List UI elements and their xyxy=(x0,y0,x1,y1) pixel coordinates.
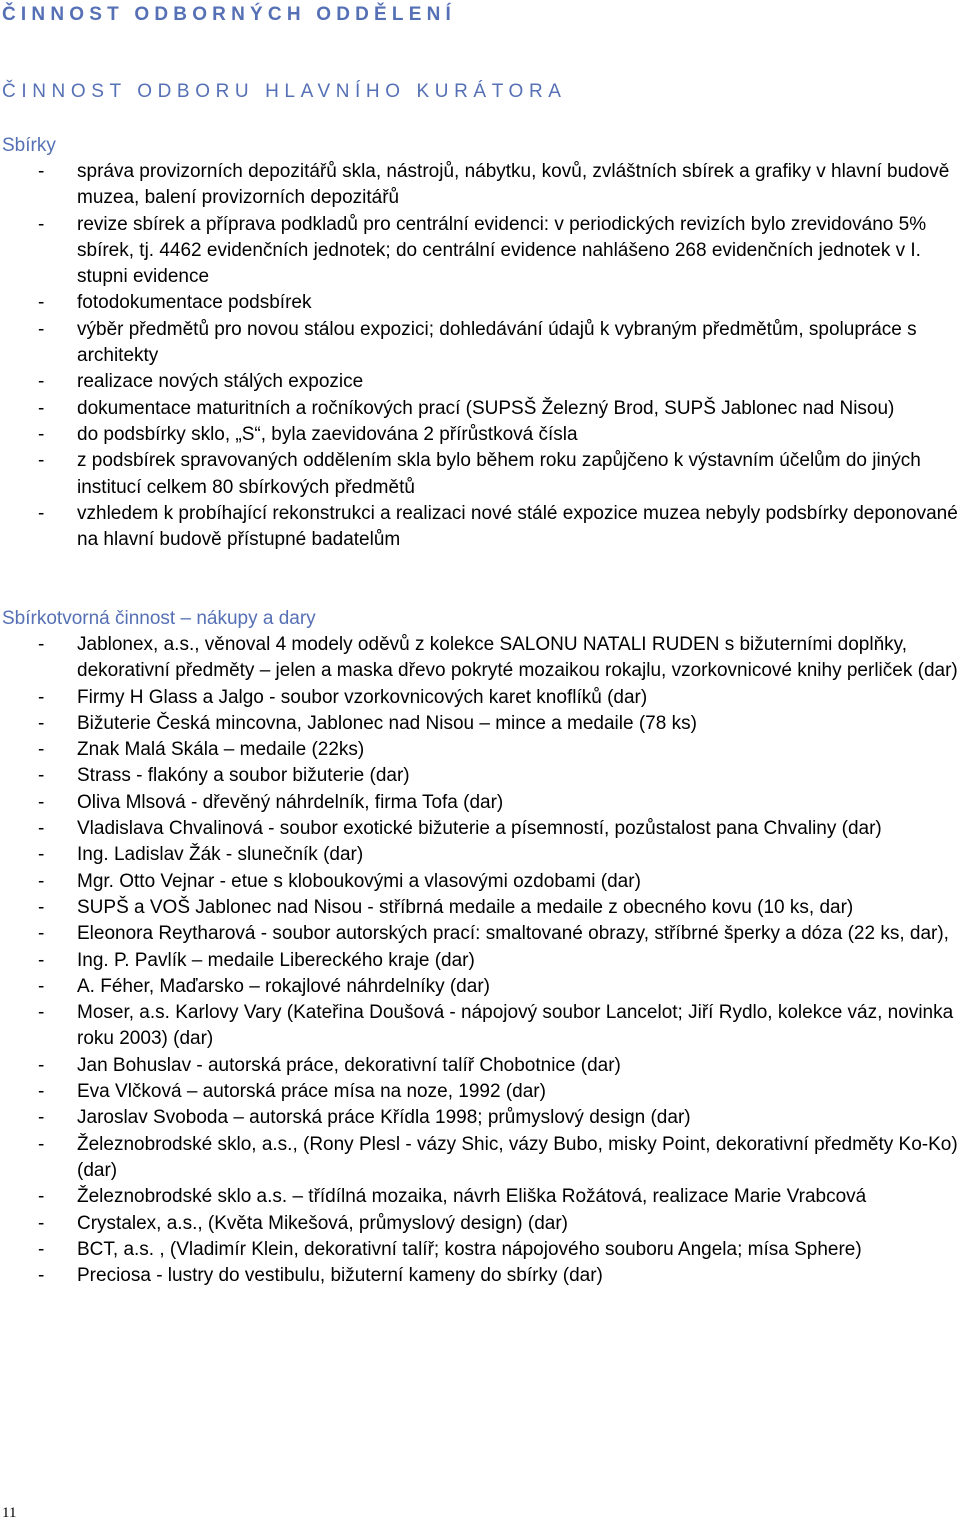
list-bullet: - xyxy=(38,213,45,235)
list-item-text: Strass - flakóny a soubor bižuterie (dar) xyxy=(77,765,410,787)
list-item-text: Moser, a.s. Karlovy Vary (Kateřina Doušová - nápojový soubor Lancelot; Jiří Rydlo, kolekce váz, novinka roku 2003) (dar) xyxy=(77,1002,954,1050)
page-number: 11 xyxy=(2,1505,17,1521)
sbirky-section xyxy=(2,133,960,553)
list-bullet: - xyxy=(38,1081,45,1103)
list-bullet: - xyxy=(38,1212,45,1234)
list-bullet: - xyxy=(38,292,45,314)
list-item xyxy=(2,422,960,448)
list-item-text: dokumentace maturitních a ročníkových prací (SUPSŠ Železný Brod, SUPŠ Jablonec nad Nisou) xyxy=(77,397,895,419)
list-item xyxy=(2,763,960,789)
list-item-text: Jablonex, a.s., věnoval 4 modely oděvů z kolekce SALONU NATALI RUDEN s bižuterními doplňky, dekorativní předměty – jelen a maska dřevo pokryté mozaikou rokajlu, vzorkovnicové knihy perliček (dar) xyxy=(77,634,958,682)
list-item-text: Eva Vlčková – autorská práce mísa na noze, 1992 (dar) xyxy=(77,1081,546,1103)
list-item xyxy=(2,159,960,212)
list-item xyxy=(2,921,960,947)
list-item xyxy=(2,1211,960,1237)
list-bullet: - xyxy=(38,1265,45,1287)
page-subheading: ČINNOST ODBORU HLAVNÍHO KURÁTORA xyxy=(2,81,567,102)
list-bullet: - xyxy=(38,712,45,734)
list-item-text: výběr předmětů pro novou stálou expozici; dohledávání údajů k vybraným předmětům, spolupráce s architekty xyxy=(77,318,917,367)
sbirkotvorna-section xyxy=(2,606,960,1289)
list-item xyxy=(2,1105,960,1131)
list-bullet: - xyxy=(38,949,45,971)
list-bullet: - xyxy=(38,975,45,997)
list-item xyxy=(2,842,960,868)
list-item-text: revize sbírek a příprava podkladů pro centrální evidenci: v periodických revizích bylo zrevidováno 5% sbírek, tj. 4462 evidenčních jednotek; do centrální evidence nahlášeno 268 evidenčních jednotek v I. stupni evidence xyxy=(77,213,927,288)
list-bullet: - xyxy=(38,1054,45,1076)
list-item-text: Oliva Mlsová - dřevěný náhrdelník, firma Tofa (dar) xyxy=(77,791,504,813)
list-item-text: Eleonora Reytharová - soubor autorských prací: smaltované obrazy, stříbrné šperky a dóza (22 ks, dar), xyxy=(77,923,949,945)
list-item xyxy=(2,448,960,501)
list-item xyxy=(2,1079,960,1105)
list-bullet: - xyxy=(38,791,45,813)
list-bullet: - xyxy=(38,397,45,419)
sbirky-list xyxy=(2,159,960,553)
list-item xyxy=(2,948,960,974)
list-item xyxy=(2,396,960,422)
list-bullet: - xyxy=(38,1238,45,1260)
list-item xyxy=(2,1263,960,1289)
list-item-text: fotodokumentace podsbírek xyxy=(77,292,312,314)
list-item-text: Preciosa - lustry do vestibulu, bižuterní kameny do sbírky (dar) xyxy=(77,1265,603,1287)
list-bullet: - xyxy=(38,923,45,945)
list-item-text: vzhledem k probíhající rekonstrukci a realizaci nové stálé expozice muzea nebyly podsbírky deponované na hlavní budově přístupné badatelům xyxy=(77,502,958,551)
list-bullet: - xyxy=(38,844,45,866)
list-item-text: správa provizorních depozitářů skla, nástrojů, nábytku, kovů, zvláštních sbírek a grafiky v hlavní budově muzea, balení provizorních depozitářů xyxy=(77,161,950,209)
list-bullet: - xyxy=(38,318,45,340)
list-bullet: - xyxy=(38,371,45,393)
list-item-text: Železnobrodské sklo, a.s., (Rony Plesl - vázy Shic, vázy Bubo, misky Point, dekorativní předměty Ko-Ko) (dar) xyxy=(77,1133,958,1181)
list-item xyxy=(2,1132,960,1185)
list-bullet: - xyxy=(38,896,45,918)
list-item xyxy=(2,895,960,921)
list-item xyxy=(2,1000,960,1053)
list-item-text: Jan Bohuslav - autorská práce, dekorativní talíř Chobotnice (dar) xyxy=(77,1054,621,1076)
page-heading: ČINNOST ODBORNÝCH ODDĚLENÍ xyxy=(2,4,456,25)
list-bullet: - xyxy=(38,686,45,708)
list-item xyxy=(2,737,960,763)
list-bullet: - xyxy=(38,1002,45,1024)
list-bullet: - xyxy=(38,423,45,445)
list-bullet: - xyxy=(38,161,45,182)
list-item-text: Bižuterie Česká mincovna, Jablonec nad Nisou – mince a medaile (78 ks) xyxy=(77,712,697,734)
list-item-text: Ing. Ladislav Žák - slunečník (dar) xyxy=(77,844,364,866)
list-item-text: Jaroslav Svoboda – autorská práce Křídla 1998; průmyslový design (dar) xyxy=(77,1107,691,1129)
list-bullet: - xyxy=(38,502,45,524)
list-item-text: Znak Malá Skála – medaile (22ks) xyxy=(77,739,365,761)
list-item-text: SUPŠ a VOŠ Jablonec nad Nisou - stříbrná medaile a medaile z obecného kovu (10 ks, dar) xyxy=(77,896,854,918)
list-item-text: Železnobrodské sklo a.s. – třídílná mozaika, návrh Eliška Rožátová, realizace Marie Vrabcová xyxy=(77,1186,867,1208)
list-bullet: - xyxy=(38,1133,45,1155)
list-item xyxy=(2,790,960,816)
list-bullet: - xyxy=(38,634,45,655)
list-item xyxy=(2,1237,960,1263)
list-item xyxy=(2,212,960,291)
list-item-text: Mgr. Otto Vejnar - etue s kloboukovými a vlasovými ozdobami (dar) xyxy=(77,870,641,892)
list-item xyxy=(2,290,960,316)
list-item-text: Crystalex, a.s., (Květa Mikešová, průmyslový design) (dar) xyxy=(77,1212,568,1234)
list-item xyxy=(2,816,960,842)
list-item-text: Vladislava Chvalinová - soubor exotické bižuterie a písemností, pozůstalost pana Chvaliny (dar) xyxy=(77,818,882,840)
list-item-text: A. Féher, Maďarsko – rokajlové náhrdelníky (dar) xyxy=(77,975,490,997)
list-item xyxy=(2,632,960,685)
list-bullet: - xyxy=(38,450,45,472)
list-item-text: Firmy H Glass a Jalgo - soubor vzorkovnicových karet knoflíků (dar) xyxy=(77,686,648,708)
list-item xyxy=(2,685,960,711)
list-item-text: do podsbírky sklo, „S“, byla zaevidována 2 přírůstková čísla xyxy=(77,423,578,445)
list-item xyxy=(2,317,960,370)
list-bullet: - xyxy=(38,870,45,892)
list-bullet: - xyxy=(38,765,45,787)
sbirky-title: Sbírky xyxy=(2,135,56,156)
list-item xyxy=(2,974,960,1000)
list-item-text: BCT, a.s. , (Vladimír Klein, dekorativní talíř; kostra nápojového souboru Angela; mísa Sphere) xyxy=(77,1238,862,1260)
list-item-text: realizace nových stálých expozice xyxy=(77,371,364,393)
list-item xyxy=(2,711,960,737)
list-item-text: z podsbírek spravovaných oddělením skla bylo během roku zapůjčeno k výstavním účelům do jiných institucí celkem 80 sbírkových předmětů xyxy=(77,450,921,498)
list-item-text: Ing. P. Pavlík – medaile Libereckého kraje (dar) xyxy=(77,949,475,971)
list-item xyxy=(2,369,960,395)
list-bullet: - xyxy=(38,1186,45,1208)
sbirkotvorna-title: Sbírkotvorná činnost – nákupy a dary xyxy=(2,608,316,629)
sbirkotvorna-list xyxy=(2,632,960,1289)
list-item xyxy=(2,1184,960,1210)
list-bullet: - xyxy=(38,739,45,761)
list-bullet: - xyxy=(38,818,45,840)
list-item xyxy=(2,501,960,554)
list-item xyxy=(2,1053,960,1079)
list-item xyxy=(2,869,960,895)
list-bullet: - xyxy=(38,1107,45,1129)
